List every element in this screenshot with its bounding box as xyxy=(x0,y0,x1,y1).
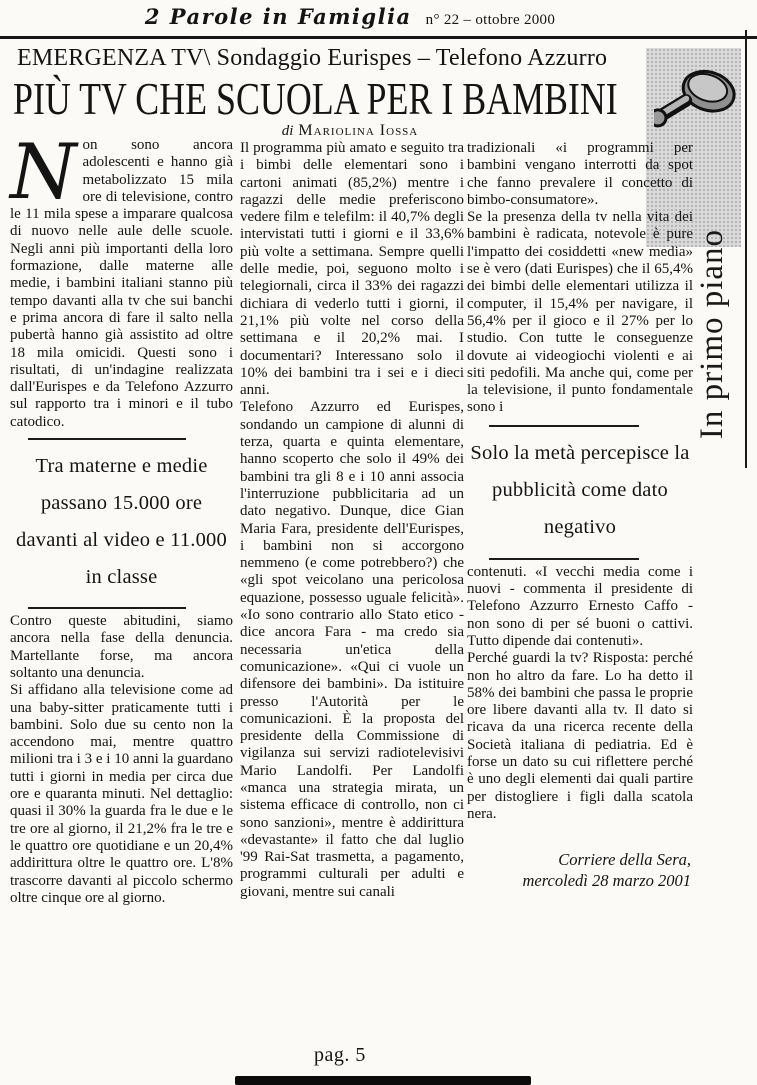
article-kicker: EMERGENZA TV\ Sondaggio Eurispes – Telefono Azzurro xyxy=(17,45,608,71)
scan-bottom-bar xyxy=(235,1076,531,1085)
article-headline: PIÙ TV CHE SCUOLA PER I BAMBINI xyxy=(13,73,618,124)
pullquote-rule-top xyxy=(28,438,186,440)
paragraph: Se la presenza della tv nella vita dei bambini è radicata, notevole è pure l'impatto dei cosiddetti «new media» se è vero (dati Eurispes) che il 65,4% dei bimbi delle elementari utilizza il computer, il 15,4% per navigare, il 56,4% per il gioco e il 27% per lo studio. Con tutte le conseguenze dovute ai videogiochi violenti e ai siti pedofili. Ma anche qui, come per la televisione, il punto fondamentale sono i xyxy=(467,209,693,416)
paragraph: Telefono Azzurro ed Eurispes, sondando un campione di alunni di terza, quarta e quinta elementare, hanno scoperto che solo il 49% dei bambini tra gli 8 e i 10 anni associa l'interruzione pubblicitaria ad un dato negativo. Dunque, dice Gian Maria Fara, presidente dell'Eurispes, i bambini non si accorgono nemmeno (e come potrebbero?) che «gli spot veicolano una pericolosa equazione, possesso uguale felicità». «Io sono contrario allo Stato etico - dice ancora Fara - ma credo sia necessaria un'etica della comunicazione». «Qui ci vuole un difensore dei bambini». Da istituire presso l'Autorità per le comunicazioni. È la proposta del presidente della Commissione di vigilanza sui servizi radiotelevisivi Mario Landolfi. Per Landolfi «manca una strategia mirata, un sistema efficace di controllo, non ci sono sanzioni», mentre è addirittura «devastante» il fatto che dal luglio '99 Rai-Sat trasmetta, a pagamento, programmi culturali per adulti e giovani, mentre sui canali xyxy=(240,399,464,900)
dropcap-letter: N xyxy=(10,127,77,216)
issue-number: n° 22 – ottobre 2000 xyxy=(425,12,556,28)
paragraph: tradizionali «i programmi per bambini vengano interrotti da spot che fanno prevalere il concetto di bimbo-consumatore». xyxy=(467,140,693,208)
byline-prefix: di xyxy=(281,123,294,139)
masthead xyxy=(0,4,700,29)
page-number: pag. 5 xyxy=(314,1044,366,1066)
paragraph: Si affidano alla televisione come ad una baby-sitter praticamente tutti i bambini. Solo due su cento non la accendono mai, mentre quattro milioni tra i 3 e i 10 anni la guardano tutti i giorni in media per circa due ore e quaranta minuti. Nel dettaglio: quasi il 30% la guarda fra le due e le tre ore al giorno, il 21,2% fra le tre e le quattro ore quotidiane e un 20,4% addirittura oltre le quattro ore. L'8% trascorre davanti al piccolo schermo oltre cinque ore al giorno. xyxy=(10,682,233,906)
source-attribution xyxy=(467,849,693,891)
paragraph: contenuti. «I vecchi media come i nuovi - commenta il presidente di Telefono Azzurro Ernesto Caffo - non sono di per sé buoni o cattivi. Tutto dipende dai contenuti». xyxy=(467,563,693,649)
pullquote-rule-bottom xyxy=(28,607,186,609)
pullquote-hours: Tra materne e medie passano 15.000 ore davanti al video e 11.000 in classe xyxy=(16,455,227,589)
article-column-1 xyxy=(10,127,233,907)
attribution-source: Corriere della Sera, xyxy=(558,850,691,870)
paragraph: Perché guardi la tv? Risposta: perché non ho altro da fare. Lo ha detto il 58% dei bambini che passa le proprie ore libere davanti alla tv. Il dato si ricava da una ricerca recente della Società italiana di pediatria. Ed è forse un dato su cui riflettere perché è uno degli elementi dai quali partire per distogliere i figli dalla scatola nera. xyxy=(467,650,693,822)
paragraph: Non sono ancora adolescenti e hanno già metabolizzato 15 mila ore di televisione, contro le 11 mila spese a imparare qualcosa di nuovo nelle aule delle scuole. Negli anni più importanti della loro formazione, dalle materne alle medie, i bambini italiani stanno più tempo davanti alla tv che sui banchi e prima ancora di fare il salto nella pubertà hanno già assistito ad oltre 18 mila omicidi. Questi sono i risultati, di un'indagine realizzata dall'Eurispes e da Telefono Azzurro sul rapporto tra i minori e il tubo catodico. xyxy=(10,127,233,430)
pullquote-advertising: Solo la metà percepisce la pubblicità come dato negativo xyxy=(470,441,690,538)
sidebar-section-label: In primo piano xyxy=(694,228,730,440)
article-column-3 xyxy=(467,140,693,891)
pullquote-rule-top xyxy=(489,425,639,427)
pullquote-rule-bottom xyxy=(489,558,639,560)
masthead-rule xyxy=(0,36,757,39)
paragraph: Il programma più amato e seguito tra i bimbi delle elementari sono i cartoni animati (85,2%) mentre i ragazzi delle medie preferiscono vedere film e telefilm: il 40,7% degli intervistati tutti i giorni e il 33,6% più volte a settimana. Sempre quelli delle medie, poi, seguono molto i telegiornali, circa il 33% dei ragazzi dichiara di vederlo tutti i giorni, il 21,1% più volte nel corso della settimana e il 20,2% mai. I documentari? Interessano solo il 10% dei bambini tra i sei e i dieci anni. xyxy=(240,140,464,399)
newsletter-title: 2 Parole in Famiglia xyxy=(144,4,412,29)
right-edge-rule xyxy=(745,30,747,468)
byline-author: Mariolina Iossa xyxy=(298,122,419,139)
paragraph: Contro queste abitudini, siamo ancora nella fase della denuncia. Martellante forse, ma ancora soltanto una denuncia. xyxy=(10,613,233,681)
magnifier-icon xyxy=(654,58,740,150)
attribution-date: mercoledì 28 marzo 2001 xyxy=(522,871,691,891)
article-column-2 xyxy=(240,140,464,901)
